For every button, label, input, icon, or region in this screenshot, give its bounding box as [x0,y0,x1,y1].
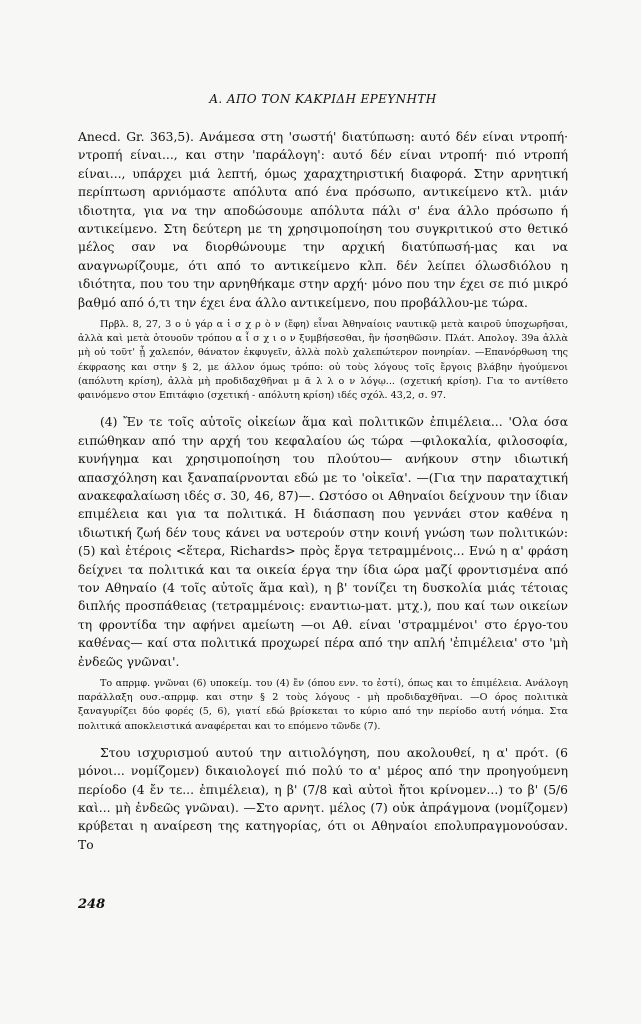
running-head: Α. ΑΠΟ ΤΟΝ ΚΑΚΡΙΔΗ ΕΡΕΥΝΗΤΗ [209,92,437,106]
page-body [78,92,568,854]
page-number: 248 [78,897,106,912]
footnote-1: Πρβλ. 8, 27, 3 ο ὐ γάρ α ἰ σ χ ρ ὸ ν (ἔφη) εἶναι Ἀθηναίοις ναυτικῷ μετὰ καιροῦ ὑποχωρῆσαι, ἀλλὰ καὶ μετὰ ὁτουοῦν τρόπου α ἶ σ χ ι ο ν ξυμβήσεσθαι, ἢν ἡσσηθῶσιν. Πλάτ. Απολογ. 39a ἀλλὰ μὴ οὐ τοῦτ' ᾖ χαλεπόν, θάνατον ἐκφυγεῖν, ἀλλὰ πολὺ χαλεπώτερον πονηρίαν. —Επανόρθωση της έκφρασης και στην § 2, με άλλον όμως τρόπο: οὐ τοὺς λόγους τοῖς ἔργοις βλάβην ἡγούμενοι (απόλυτη κρίση), ἀλλὰ μὴ προδιδαχθῆναι μ ᾶ λ λ ο ν λόγῳ... (σχετική κρίση). Για το αντίθετο φαινόμενο στον Επιτάφιο (σχετική - απόλυτη κρίση) ιδές σχόλ. 43,2, σ. 97. [78,319,568,402]
paragraph-2: (4) Ἔν τε τοῖς αὐτοῖς οἰκείων ἅμα καὶ πολιτικῶν ἐπιμέλεια... 'Ολα όσα ειπώθηκαν από την αρχή του κεφαλαίου ώς τώρα —φιλοκαλία, φιλοσοφία, κυνήγημα και χρησιμοποίηση του πλούτου— ανήκουν στην ιδιωτική απασχόληση και ξαναπαίρνονται εδώ με το 'οἰκεῖα'. —(Για την παραταχτική ανακεφαλαίωση ιδές σ. 30, 46, 87)—. Ωστόσο οι Αθηναίοι δείχνουν την ίδιαν επιμέλεια και για τα πολιτικά. Η διάσπαση που γεννάει στον καθένα η ιδιωτική ζωή δέν τους κάνει να υστερούν στην κοινή γνώση των πολιτικών: (5) καὶ ἑτέροις <ἕτερα, Richards> πρὸς ἔργα τετραμμένοις... Ενώ η α' φράση δείχνει τα πολιτικά και τα οικεία έργα την ίδια ώρα μαζί φροντισμένα από τον Αθηναίο (4 τοῖς αὐτοῖς ἅμα καὶ), η β' τονίζει τη δυσκολία μιάς τέτοιας διπλής προσπάθειας (τετραμμένοις: εναντιω-ματ. μτχ.), που καί των οικείων τη φροντίδα την αφήνει αμείωτη —οι Αθ. είναι 'στραμμένοι' στο έργο-του καθένας— καί στα πολιτικά προχωρεί πέρα από την απλή 'ἐπιμέλεια' στο 'μὴ ἐνδεῶς γνῶναι'. [78,415,568,669]
footnote-2: Το απρμφ. γνῶναι (6) υποκείμ. του (4) ἔν (όπου ενν. το ἐστί), όπως και το ἐπιμέλεια. Ανάλογη παράλλαξη ουσ.-απρμφ. και στην § 2 τοὺς λόγους - μὴ προδιδαχθῆναι. —Ο όρος πολιτικὰ ξαναγυρίζει δύο φορές (5, 6), γιατί εδώ βρίσκεται το κύριο από την περίοδο αυτή νόημα. Στα πολιτικά αποκλειστικά αναφέρεται και το επόμενο τῶνδε (7). [78,677,568,732]
paragraph-1: Anecd. Gr. 363,5). Ανάμεσα στη 'σωστή' διατύπωση: αυτό δέν είναι ντροπή· ντροπή είναι..., και στην 'παράλογη': αυτό δέν είναι ντροπή· πιό ντροπή είναι..., υπάρχει μιά λεπτή, όμως χαραχτηριστική διαφορά. Στην αρνητική περίπτωση αρνιόμαστε απόλυτα από ένα πρόσωπο, αντικείμενο κτλ. μιάν ιδιοτητα, για να την αποδώσουμε απόλυτα πάλι σ' ένα άλλο πρόσωπο ή αντικείμενο. Στη δεύτερη με τη χρησιμοποίηση του συγκριτικού στο θετικό μέλος σαν να διορθώνουμε την αρχική διατύπωσή-μας και να αναγνωρίζουμε, ότι από το αντικείμενο κλπ. δέν λείπει όλωσδιόλου η ιδιότητα, που του την αρνηθήκαμε στην αρχή· μόνο που την έχει σε πιό μικρό βαθμό από ό,τι την έχει ένα άλλο αντικείμενο, που προβάλλου-με τώρα. [78,130,568,310]
paragraph-3: Στου ισχυρισμού αυτού την αιτιολόγηση, που ακολουθεί, η α' πρότ. (6 μόνοι... νομίζομεν) δικαιολογεί πιό πολύ το α' μέρος από την προηγούμενη περίοδο (4 ἔν τε... ἐπιμέλεια), η β' (7/8 καὶ αὐτοὶ ἤτοι κρίνομεν...) το β' (5/6 καὶ... μὴ ἐνδεῶς γνῶναι). —Στο αρνητ. μέλος (7) οὐκ ἀπράγμονα (νομίζομεν) κρύβεται η αναίρεση της κατηγορίας, ότι οι Αθηναίοι επολυπραγμονούσαν. Το [78,745,568,852]
